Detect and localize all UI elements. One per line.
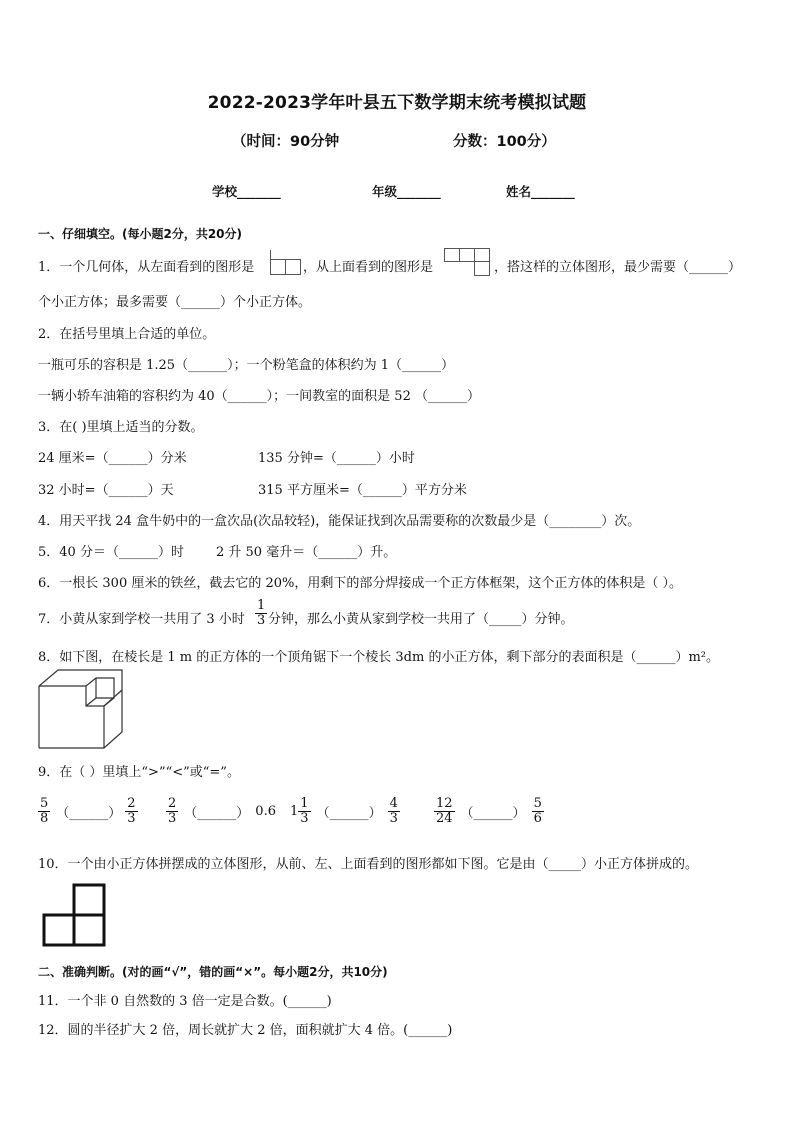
- q9-2-blank: （______）: [184, 806, 250, 821]
- left-view-figure: [270, 250, 302, 276]
- q2-text: 2．在括号里填上合适的单位。: [38, 327, 216, 342]
- q9-compare-4: [434, 797, 544, 826]
- q9-1-right-fraction: [125, 797, 137, 826]
- q9-4-left-num: 12: [436, 796, 453, 811]
- q3-item-c: 32 小时=（______）天: [38, 483, 174, 498]
- grade-field: 年级_______: [372, 184, 441, 199]
- section-1-heading: 一、仔细填空。(每小题2分，共20分): [38, 227, 243, 241]
- q3-text: 3．在( )里填上适当的分数。: [38, 420, 204, 435]
- q9-4-left-den: 24: [436, 811, 453, 826]
- q9-3-left-whole: 1: [290, 804, 299, 819]
- q9-3-left-num: 1: [300, 796, 309, 811]
- school-field: 学校_______: [212, 184, 281, 199]
- q7-fraction-numerator: 1: [257, 598, 266, 613]
- q9-1-right-den: 3: [127, 811, 136, 826]
- q9-2-left-num: 2: [168, 796, 177, 811]
- q9-compare-3: [290, 797, 400, 826]
- q9-1-left-fraction: [38, 797, 50, 826]
- section-2-heading: 二、准确判断。(对的画“√”，错的画“×”。每小题2分，共10分): [38, 965, 388, 979]
- q2-line-1: 一瓶可乐的容积是 1.25（______）；一个粉笔盒的体积约为 1（______）: [38, 358, 454, 373]
- q5-text-b: 2 升 50 毫升＝（______）升。: [216, 545, 397, 560]
- q9-2-right-value: 0.6: [255, 804, 276, 819]
- cut-cube-figure: [38, 668, 128, 752]
- q1-text-d: 个小正方体；最多需要（______）个小正方体。: [38, 295, 312, 310]
- q9-2-left-den: 3: [168, 811, 177, 826]
- q7-text-b: 分钟，那么小黄从家到学校一共用了（_____）分钟。: [268, 612, 574, 627]
- q1-text-c: ，搭这样的立体图形，最少需要（______）: [494, 260, 742, 275]
- q9-3-left-fraction: [298, 797, 310, 826]
- q9-3-right-den: 3: [389, 811, 398, 826]
- q6-text: 6．一根长 300 厘米的铁丝，截去它的 20%，用剩下的部分焊接成一个正方体框架，这个正方体的体积是（ ）。: [38, 576, 683, 591]
- exam-time: （时间：90分钟: [232, 134, 340, 150]
- q4-text: 4．用天平找 24 盒牛奶中的一盒次品(次品较轻)，能保证找到次品需要称的次数最少是（________）次。: [38, 514, 641, 529]
- q9-compare-2: [166, 797, 276, 826]
- q9-3-blank: （______）: [316, 806, 382, 821]
- q9-2-left-fraction: [166, 797, 178, 826]
- q10-text: 10．一个由小正方体拼摆成的立体图形，从前、左、上面看到的图形都如下图。它是由（_____）小正方体拼成的。: [38, 857, 699, 872]
- q9-4-blank: （______）: [460, 806, 526, 821]
- q5-text-a: 5．40 分＝（______）时: [38, 545, 184, 560]
- q7-fraction-denominator: 3: [257, 613, 266, 628]
- q9-1-right-num: 2: [127, 796, 136, 811]
- q12-text: 12．圆的半径扩大 2 倍，周长就扩大 2 倍，面积就扩大 4 倍。(______): [38, 1023, 453, 1038]
- q9-3-left-den: 3: [300, 811, 309, 826]
- top-view-figure: [444, 248, 492, 278]
- q7-fraction: [255, 599, 267, 628]
- q9-3-right-fraction: [388, 797, 400, 826]
- name-field: 姓名_______: [506, 184, 575, 199]
- q2-line-2: 一辆小轿车油箱的容积约为 40（______）；一间教室的面积是 52 （______）: [38, 389, 480, 404]
- q9-4-left-fraction: [434, 797, 455, 826]
- q9-4-right-den: 6: [533, 811, 542, 826]
- q3-item-b: 135 分钟=（______）小时: [258, 451, 415, 466]
- q9-1-left-num: 5: [40, 796, 49, 811]
- q11-text: 11．一个非 0 自然数的 3 倍一定是合数。(______): [38, 994, 332, 1009]
- q9-4-right-fraction: [532, 797, 544, 826]
- q1-text-b: ，从上面看到的图形是: [303, 260, 434, 275]
- q1-text-a: 1．一个几何体，从左面看到的图形是: [38, 260, 255, 275]
- q9-text: 9．在（ ）里填上“>”“<”或“=”。: [38, 765, 240, 780]
- q9-4-right-num: 5: [533, 796, 542, 811]
- page-title: 2022-2023学年叶县五下数学期末统考模拟试题: [207, 93, 587, 113]
- q8-text: 8．如下图，在棱长是 1 m 的正方体的一个顶角锯下一个棱长 3dm 的小正方体，剩下部分的表面积是（______）m²。: [38, 650, 719, 665]
- q9-1-left-den: 8: [40, 811, 49, 826]
- q9-3-right-num: 4: [389, 796, 398, 811]
- q9-1-blank: （______）: [56, 806, 122, 821]
- three-view-figure: [42, 883, 108, 949]
- q9-compare-1: [38, 797, 138, 826]
- exam-score: 分数：100分）: [453, 134, 556, 150]
- q3-item-a: 24 厘米=（______）分米: [38, 451, 187, 466]
- q3-item-d: 315 平方厘米=（______）平方分米: [258, 483, 467, 498]
- q7-text-a: 7．小黄从家到学校一共用了 3 小时: [38, 612, 245, 627]
